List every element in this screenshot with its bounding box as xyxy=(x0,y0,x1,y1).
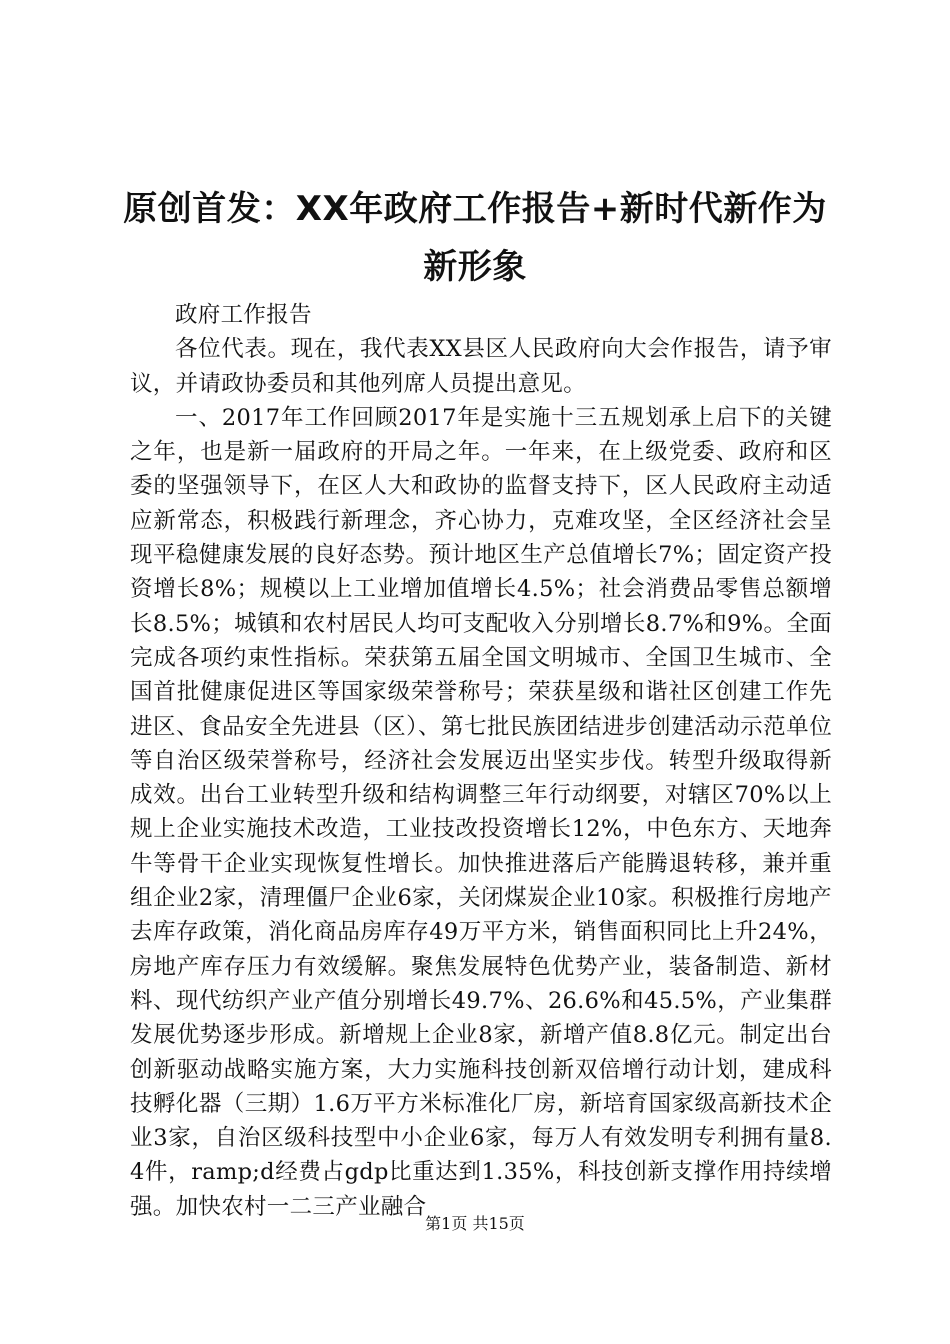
document-title-line-1: 原创首发：XX年政府工作报告+新时代新作为 xyxy=(123,189,827,229)
document-title xyxy=(110,180,840,296)
section-heading: 政府工作报告 xyxy=(175,302,312,328)
document-title-line-2: 新形象 xyxy=(423,247,527,287)
document-body xyxy=(130,298,832,1224)
review-paragraph: 一、2017年工作回顾2017年是实施十三五规划承上启下的关键之年，也是新一届政府的开局之年。一年来，在上级党委、政府和区委的坚强领导下，在区人大和政协的监督支持下，区人民政府主动适应新常态，积极践行新理念，齐心协力，克难攻坚，全区经济社会呈现平稳健康发展的良好态势。预计地区生产总值增长7%；固定资产投资增长8%；规模以上工业增加值增长4.5%；社会消费品零售总额增长8.5%；城镇和农村居民人均可支配收入分别增长8.7%和9%。全面完成各项约束性指标。荣获第五届全国文明城市、全国卫生城市、全国首批健康促进区等国家级荣誉称号；荣获星级和谐社区创建工作先进区、食品安全先进县（区）、第七批民族团结进步创建活动示范单位等自治区级荣誉称号，经济社会发展迈出坚实步伐。转型升级取得新成效。出台工业转型升级和结构调整三年行动纲要，对辖区70%以上规上企业实施技术改造，工业技改投资增长12%，中色东方、天地奔牛等骨干企业实现恢复性增长。加快推进落后产能腾退转移，兼并重组企业2家，清理僵尸企业6家，关闭煤炭企业10家。积极推行房地产去库存政策，消化商品房库存49万平方米，销售面积同比上升24%，房地产库存压力有效缓解。聚焦发展特色优势产业，装备制造、新材料、现代纺织产业产值分别增长49.7%、26.6%和45.5%，产业集群发展优势逐步形成。新增规上企业8家，新增产值8.8亿元。制定出台创新驱动战略实施方案，大力实施科技创新双倍增行动计划，建成科技孵化器（三期）1.6万平方米标准化厂房，新培育国家级高新技术企业3家，自治区级科技型中小企业6家，每万人有效发明专利拥有量8.4件，ramp;d经费占gdp比重达到1.35%，科技创新支撑作用持续增强。加快农村一二三产业融合 xyxy=(130,404,832,1220)
opening-paragraph: 各位代表。现在，我代表XX县区人民政府向大会作报告，请予审议，并请政协委员和其他列席人员提出意见。 xyxy=(130,336,832,397)
page-number: 第1页 共15页 xyxy=(425,1214,525,1233)
